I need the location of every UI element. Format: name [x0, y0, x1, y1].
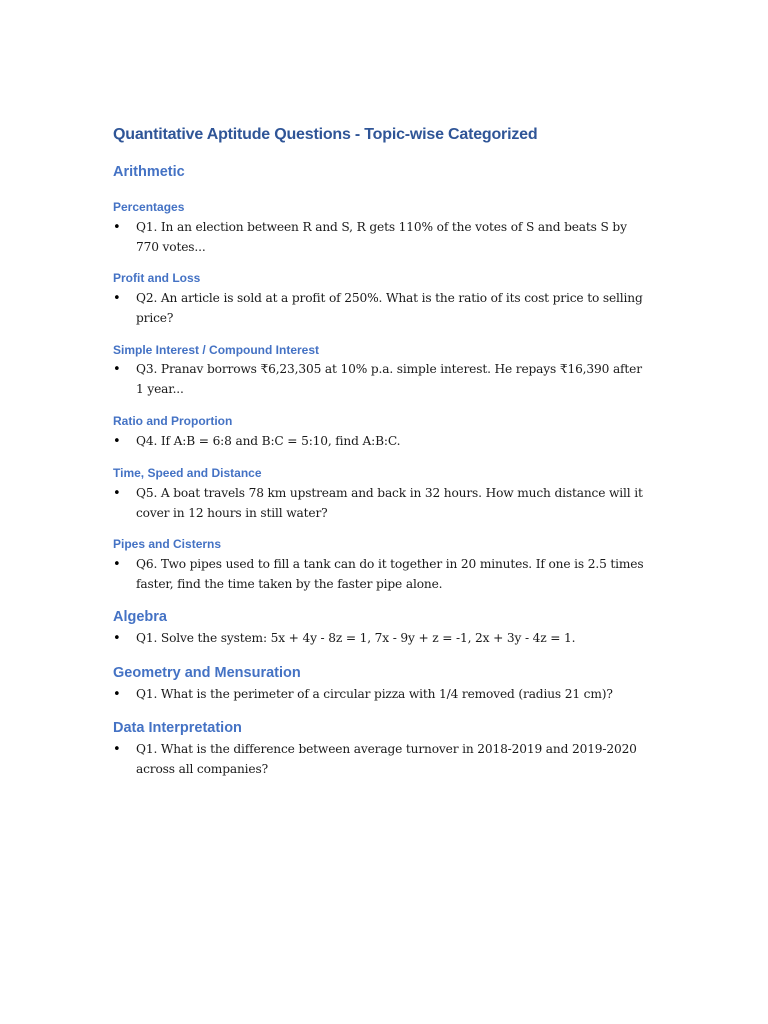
question-text: Q1. Solve the system: 5x + 4y - 8z = 1, 7x - 9y + z = -1, 2x + 3y - 4z = 1.	[136, 631, 576, 645]
subsection-heading-time-speed-distance: Time, Speed and Distance	[113, 466, 262, 480]
question-text: Q6. Two pipes used to fill a tank can do it together in 20 minutes. If one is 2.5 times faster, find the time taken by the faster pipe alone.	[136, 557, 644, 591]
list-item	[113, 289, 653, 328]
bullet-icon: •	[113, 434, 121, 449]
section-heading-geometry-and-mensuration: Geometry and Mensuration	[113, 665, 301, 681]
bullet-icon: •	[113, 687, 121, 702]
subsection-heading-profit-and-loss: Profit and Loss	[113, 271, 201, 285]
list-item	[113, 218, 653, 257]
list-item	[113, 360, 653, 399]
bullet-icon: •	[113, 362, 121, 377]
list-item	[113, 484, 653, 523]
list-item	[113, 740, 653, 779]
bullet-icon: •	[113, 220, 121, 235]
bullet-list-pipes-and-cisterns	[113, 555, 653, 594]
question-text: Q2. An article is sold at a profit of 250%. What is the ratio of its cost price to selling price?	[136, 291, 643, 325]
list-item	[113, 685, 653, 705]
bullet-list-percentages	[113, 218, 653, 257]
subsection-heading-interest: Simple Interest / Compound Interest	[113, 343, 320, 357]
section-heading-arithmetic: Arithmetic	[113, 164, 185, 180]
bullet-list-time-speed-distance	[113, 484, 653, 523]
list-item	[113, 555, 653, 594]
bullet-icon: •	[113, 557, 121, 572]
bullet-icon: •	[113, 291, 121, 306]
subsection-heading-ratio-and-proportion: Ratio and Proportion	[113, 414, 233, 428]
subsection-heading-percentages: Percentages	[113, 200, 185, 214]
bullet-list-data-interpretation	[113, 740, 653, 779]
bullet-icon: •	[113, 742, 121, 757]
section-heading-algebra: Algebra	[113, 609, 167, 625]
question-text: Q1. What is the perimeter of a circular pizza with 1/4 removed (radius 21 cm)?	[136, 687, 613, 701]
document-title: Quantitative Aptitude Questions - Topic-wise Categorized	[113, 126, 538, 143]
subsection-heading-pipes-and-cisterns: Pipes and Cisterns	[113, 537, 222, 551]
bullet-list-ratio-and-proportion	[113, 432, 653, 452]
bullet-icon: •	[113, 631, 121, 646]
question-text: Q1. What is the difference between average turnover in 2018-2019 and 2019-2020 across all companies?	[136, 742, 637, 776]
question-text: Q3. Pranav borrows ₹6,23,305 at 10% p.a. simple interest. He repays ₹16,390 after 1 year...	[136, 362, 642, 396]
bullet-list-geometry	[113, 685, 653, 705]
question-text: Q5. A boat travels 78 km upstream and back in 32 hours. How much distance will it cover in 12 hours in still water?	[136, 486, 643, 520]
question-text: Q4. If A:B = 6:8 and B:C = 5:10, find A:B:C.	[136, 434, 401, 448]
question-text: Q1. In an election between R and S, R gets 110% of the votes of S and beats S by 770 votes...	[136, 220, 627, 254]
bullet-icon: •	[113, 486, 121, 501]
list-item	[113, 629, 653, 649]
bullet-list-algebra	[113, 629, 653, 649]
list-item	[113, 432, 653, 452]
bullet-list-profit-and-loss	[113, 289, 653, 328]
section-heading-data-interpretation: Data Interpretation	[113, 720, 242, 736]
bullet-list-interest	[113, 360, 653, 399]
